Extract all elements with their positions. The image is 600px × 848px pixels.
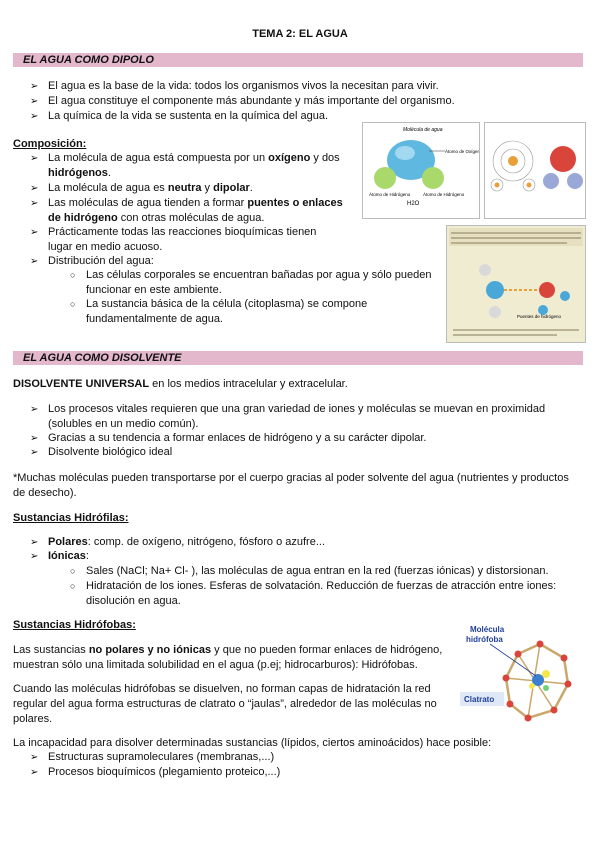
svg-text:Puentes de hidrógeno: Puentes de hidrógeno	[517, 314, 562, 319]
section-header-disolvente: EL AGUA COMO DISOLVENTE	[13, 351, 583, 365]
list-item: ➢ Procesos bioquímicos (plegamiento proteico,...)	[48, 765, 280, 780]
clathrate-figure	[460, 622, 584, 732]
atomic-model-figure	[484, 122, 586, 219]
svg-text:hidrófoba: hidrófoba	[466, 635, 503, 644]
hidrofobas-paragraph-2: Cuando las moléculas hidrófobas se disuelven, no forman capas de hidratación la red regular del agua forma estructuras de clatrato o “jaulas”, alrededor de las moléculas no polares.	[13, 683, 437, 725]
list-item: ➢ Los procesos vitales requieren que una gran variedad de iones y moléculas se muevan en proximidad (solubles en un medio común).	[48, 402, 545, 432]
list-subitem: ○ Las células corporales se encuentran bañadas por agua y sólo pueden funcionar en este ambiente.	[86, 268, 432, 298]
hidrofilas-heading: Sustancias Hidrófilas:	[13, 512, 129, 524]
list-item: ➢ El agua es la base de la vida: todos los organismos vivos la necesitan para vivir.	[48, 79, 439, 94]
svg-text:Átomo de Hidrógeno: Átomo de Hidrógeno	[423, 192, 465, 197]
list-item: ➢ Disolvente biológico ideal	[48, 445, 172, 460]
svg-text:H2O: H2O	[407, 201, 420, 207]
list-item: ➢ El agua constituye el componente más abundante y más importante del organismo.	[48, 94, 455, 109]
list-subitem: ○ Sales (NaCl; Na+ Cl- ), las moléculas de agua entran en la red (fuerzas iónicas) y distorsionan.	[86, 564, 549, 579]
hidrofobas-heading: Sustancias Hidrófobas:	[13, 619, 136, 631]
water-molecule-figure	[362, 122, 480, 219]
svg-text:Clatrato: Clatrato	[464, 695, 495, 704]
list-item: ➢ Iónicas:	[48, 549, 89, 564]
svg-text:Molécula: Molécula	[470, 625, 505, 634]
list-item: ➢ Prácticamente todas las reacciones bioquímicas tienen lugar en medio acuoso.	[48, 225, 316, 255]
list-item: ➢ La química de la vida se sustenta en la química del agua.	[48, 109, 328, 124]
list-item: ➢ La molécula de agua es neutra y dipolar.	[48, 181, 253, 196]
list-item: ➢ La molécula de agua está compuesta por un oxígeno y dos hidrógenos.	[48, 151, 348, 181]
list-subitem: ○ Hidratación de los iones. Esferas de solvatación. Reducción de fuerzas de atracción entre iones: disolución en agua.	[86, 579, 556, 609]
list-item: ➢ Polares: comp. de oxígeno, nitrógeno, fósforo o azufre...	[48, 535, 325, 550]
note-paragraph: *Muchas moléculas pueden transportarse por el cuerpo gracias al poder solvente del agua (nutrientes y productos de desecho).	[13, 472, 569, 499]
intro-paragraph: DISOLVENTE UNIVERSAL en los medios intracelular y extracelular.	[13, 378, 348, 390]
section-header-dipolo: EL AGUA COMO DIPOLO	[13, 53, 583, 67]
composicion-heading: Composición:	[13, 138, 87, 150]
svg-text:Átomo de Oxígeno: Átomo de Oxígeno	[445, 149, 479, 154]
list-item: ➢ Estructuras supramoleculares (membranas,...)	[48, 750, 274, 765]
figure-title: Molécula de agua	[403, 127, 443, 133]
list-item: ➢ Gracias a su tendencia a formar enlaces de hidrógeno y a su carácter dipolar.	[48, 431, 427, 446]
list-item: ➢ Las moléculas de agua tienden a formar puentes o enlaces de hidrógeno con otras moléculas de agua.	[48, 196, 358, 226]
final-intro: La incapacidad para disolver determinadas sustancias (lípidos, ciertos aminoácidos) hace posible:	[13, 737, 492, 749]
hydrogen-bond-figure	[446, 225, 586, 343]
svg-text:Átomo de Hidrógeno: Átomo de Hidrógeno	[369, 192, 411, 197]
page-title: TEMA 2: EL AGUA	[252, 28, 348, 40]
hidrofobas-paragraph-1: Las sustancias no polares y no iónicas y que no pueden formar enlaces de hidrógeno, muestran sólo una limitada solubilidad en el agua (p.ej; hidrocarburos): Hidrófobas.	[13, 644, 443, 671]
list-item: ➢ Distribución del agua:	[48, 254, 154, 269]
list-subitem: ○ La sustancia básica de la célula (citoplasma) se compone fundamentalmente de agua.	[86, 297, 367, 327]
